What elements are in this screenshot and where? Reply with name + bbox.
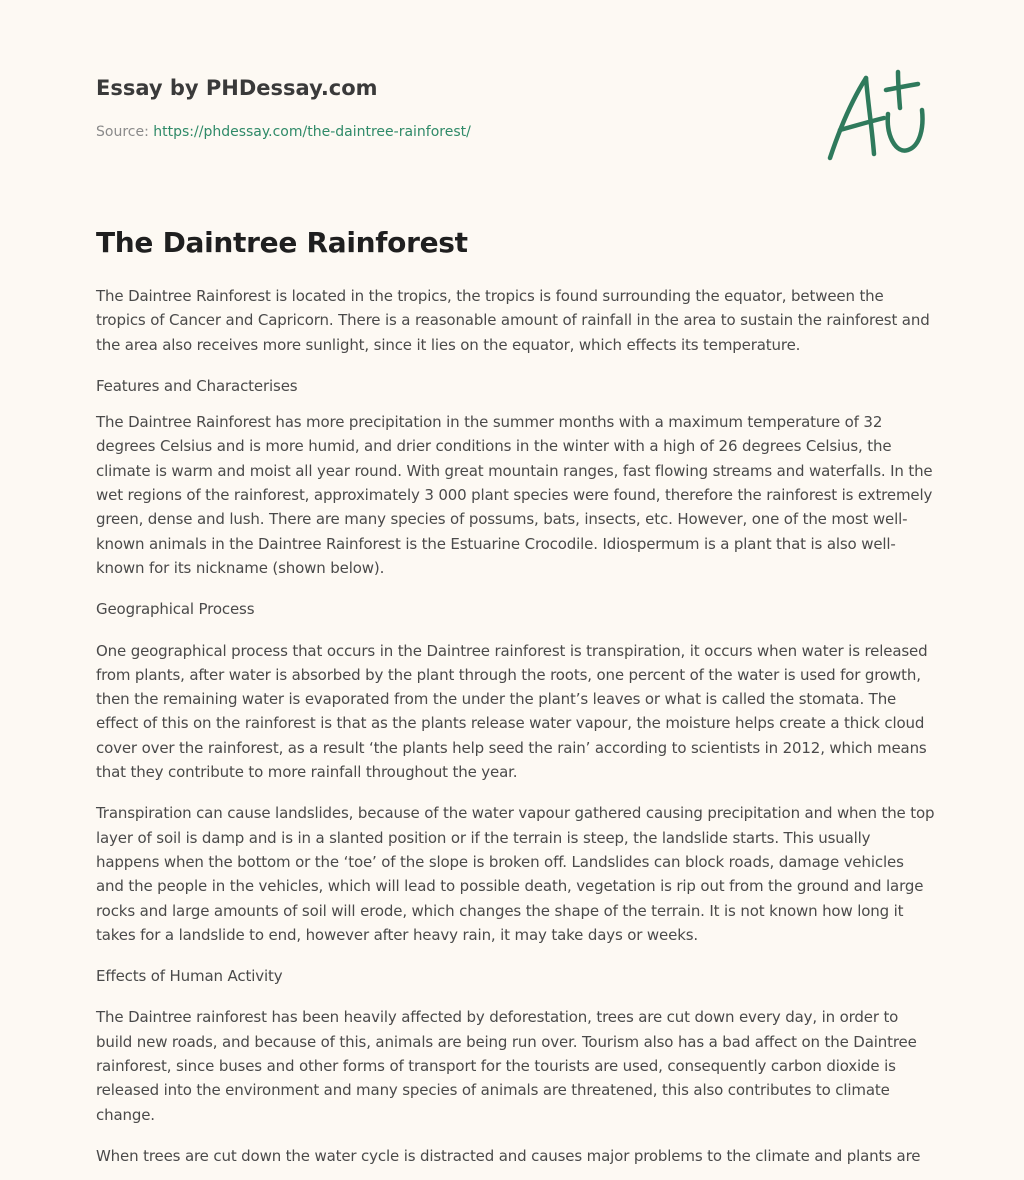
section-heading-features: Features and Characterises — [96, 376, 298, 395]
paragraph-landslides: Transpiration can cause landslides, because of the water vapour gathered causing precipitation and when the top layer of soil is damp and is in a slanted position or if the terrain is steep, the landslide starts. This usually happens when the bottom or the ‘toe’ of the slope is broken off. Landslides can block roads, damage vehicles and the people in the vehicles, which will lead to possible death, vegetation is rip out from the ground and large rocks and large amounts of soil will erode, which changes the shape of the terrain. It is not known how long it takes for a landslide to end, however after heavy rain, it may take days or weeks. — [96, 804, 935, 944]
source-line — [96, 124, 471, 140]
section-heading-geographical: Geographical Process — [96, 600, 255, 619]
paragraph-deforestation: The Daintree rainforest has been heavily affected by deforestation, trees are cut down every day, in order to build new roads, and because of this, animals are being run over. Tourism also has a bad affect on the Daintree rainforest, since buses and other forms of transport for the tourists are used, consequently carbon dioxide is released into the environment and many species of animals are threatened, this also contributes to climate change. — [96, 1008, 917, 1124]
source-label: Source: — [96, 124, 154, 140]
paragraph-transpiration: One geographical process that occurs in the Daintree rainforest is transpiration, it occurs when water is released from plants, after water is absorbed by the plant through the roots, one percent of the water is used for growth, then the remaining water is evaporated from the under the plant’s leaves or what is called the stomata. The effect of this on the rainforest is that as the plants release water vapour, the moisture helps create a thick cloud cover over the rainforest, as a result ‘the plants help seed the rain’ according to scientists in 2012, which means that they contribute to more rainfall throughout the year. — [96, 641, 928, 782]
paragraph-water-cycle: When trees are cut down the water cycle is distracted and causes major problems to the climate and plants are — [96, 1146, 921, 1165]
essay-title: The Daintree Rainforest — [96, 226, 468, 259]
essay-body — [96, 284, 936, 1180]
section-heading-human-activity: Effects of Human Activity — [96, 967, 283, 986]
brand-title: Essay by PHDessay.com — [96, 76, 378, 100]
paragraph-intro: The Daintree Rainforest is located in the tropics, the tropics is found surrounding the equator, between the tropics of Cancer and Capricorn. There is a reasonable amount of rainfall in the area to sustain the rainforest and the area also receives more sunlight, since it lies on the equator, which effects its temperature. — [96, 287, 930, 354]
a-plus-logo-icon — [822, 66, 928, 166]
paragraph-features: The Daintree Rainforest has more precipitation in the summer months with a maximum temperature of 32 degrees Celsius and is more humid, and drier conditions in the winter with a high of 26 degrees Celsius, the climate is warm and moist all year round. With great mountain ranges, fast flowing streams and waterfalls. In the wet regions of the rainforest, approximately 3 000 plant species were found, therefore the rainforest is extremely green, dense and lush. There are many species of possums, bats, insects, etc. However, one of the most well-known animals in the Daintree Rainforest is the Estuarine Crocodile. Idiospermum is a plant that is also well-known for its nickname (shown below). — [96, 413, 933, 577]
source-link[interactable]: https://phdessay.com/the-daintree-rainforest/ — [153, 124, 471, 140]
